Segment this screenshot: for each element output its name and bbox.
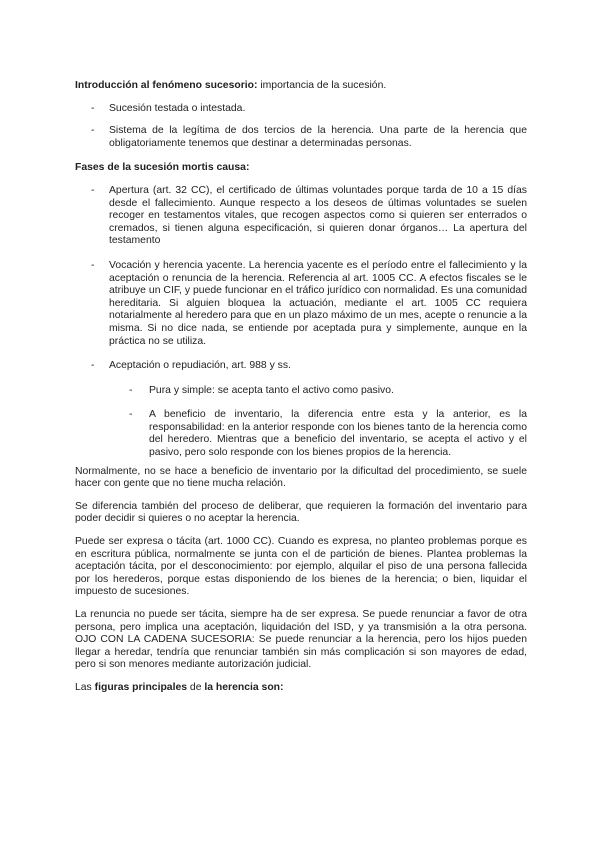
list-item-text: Vocación y herencia yacente. La herencia yacente es el período entre el fallecimiento y la aceptación o renuncia de la herencia. Referencia al art. 1005 CC. A efectos fiscales se le atribuye un CIF, y puede funcionar en el tráfico jurídico con normalidad. Es una comunidad hereditaria. Si alguien bloquea la actuación, mediante el art. 1005 CC requiera notarialmente al heredero para que en un plazo máximo de un mes, acepte o renuncie a la misma. Si no dice nada, se entiende por aceptada pura y simplemente, aunque en la práctica no se utiliza. <box>109 259 527 347</box>
list-item <box>75 260 527 348</box>
final-line <box>75 682 527 695</box>
list-item-text: Sucesión testada o intestada. <box>109 102 246 114</box>
final-bold-1: figuras principales <box>94 681 188 693</box>
sub-list-item <box>75 409 527 459</box>
paragraph: La renuncia no puede ser tácita, siempre ha de ser expresa. Se puede renunciar a favor de otra persona, pero implica una aceptación, liquidación del ISD, y ya transmisión a la otra persona. OJO CON LA CADENA SUCESORIA: Se puede renunciar a la herencia, pero los hijos pueden llegar a heredar, tendría que renunciar también sin más complicación si son mayores de edad, pero si son menores mediante autorización judicial. <box>75 609 527 671</box>
list-item <box>75 185 527 248</box>
final-pre: Las <box>75 681 95 693</box>
phases-heading: Fases de la sucesión mortis causa: <box>75 162 250 174</box>
dash-bullet: - <box>91 360 95 372</box>
dash-bullet: - <box>129 409 133 421</box>
paragraph: Puede ser expresa o tácita (art. 1000 CC). Cuando es expresa, no planteo problemas porque es en escritura pública, normalmente se junta con el de partición de bienes. Plantea problemas la aceptación tácita, por el desconocimiento: por ejemplo, alquilar el piso de una persona fallecida por los herederos, porque estas disponiendo de los bienes de la herencia; o bien, liquidar el impuesto de sucesiones. <box>75 536 527 598</box>
list-item-text: Apertura (art. 32 CC), el certificado de últimas voluntades porque tarda de 10 a 15 días desde el fallecimiento. Aunque respecto a los deseos de últimas voluntades se suelen recoger en testamentos vitales, que recogen aspectos como si quieren ser enterrados o cremados, si tienen alguna especificación, si quieren donar órganos… La apertura del testamento <box>109 184 527 247</box>
sub-list-item-text: A beneficio de inventario, la diferencia entre esta y la anterior, es la responsabilidad: en la anterior responde con los bienes tanto de la herencia como del heredero. Mientras que a beneficio del inventario, se acepta el activo y el pasivo, pero solo responde con los bienes propios de la herencia. <box>149 409 527 459</box>
list-item-text: Aceptación o repudiación, art. 988 y ss. <box>109 360 291 372</box>
list-item <box>75 103 527 116</box>
dash-bullet: - <box>91 102 95 114</box>
dash-bullet: - <box>91 125 95 137</box>
final-bold-2: la herencia son: <box>204 681 284 693</box>
list-item <box>75 125 527 150</box>
intro-bold: Introducción al fenómeno sucesorio: <box>75 80 258 91</box>
dash-bullet: - <box>129 384 133 396</box>
paragraph: Normalmente, no se hace a beneficio de inventario por la dificultad del procedimiento, se suele hacer con gente que no tiene mucha relación. <box>75 465 527 490</box>
dash-bullet: - <box>91 259 95 271</box>
intro-rest: importancia de la sucesión. <box>257 80 387 91</box>
paragraph: Se diferencia también del proceso de deliberar, que requieren la formación del inventario para poder decidir si quieres o no aceptar la herencia. <box>75 500 527 525</box>
final-mid: de <box>187 681 205 693</box>
sub-list-item <box>75 385 527 398</box>
list-item-text: Sistema de la legítima de dos tercios de la herencia. Una parte de la herencia que obligatoriamente tenemos que destinar a determinadas personas. <box>109 125 527 149</box>
sub-list-item-text: Pura y simple: se acepta tanto el activo como pasivo. <box>149 384 394 396</box>
list-item <box>75 360 527 373</box>
intro-line <box>75 80 527 93</box>
dash-bullet: - <box>91 184 95 196</box>
